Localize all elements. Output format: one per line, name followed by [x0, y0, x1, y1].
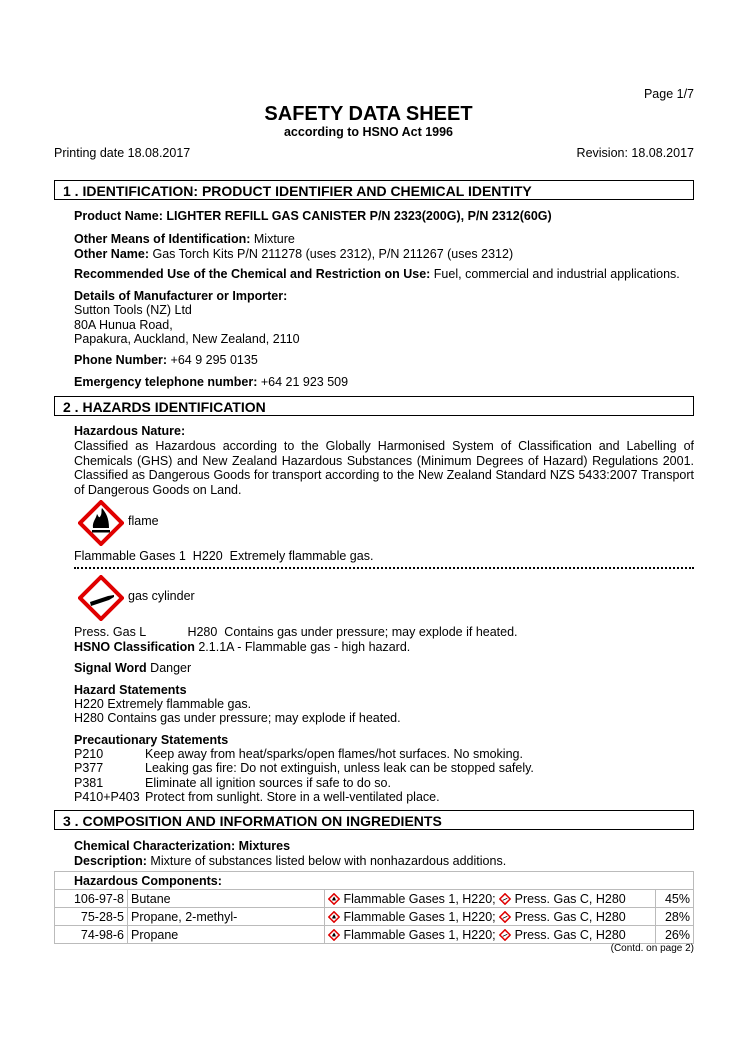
prec-code: P381: [74, 776, 104, 790]
flame-icon: [328, 929, 340, 941]
gas-cylinder-icon: [78, 575, 124, 621]
continued-note: (Contd. on page 2): [610, 943, 694, 954]
table-header-row: [55, 872, 694, 890]
chemical-characterization: Chemical Characterization: Mixtures: [74, 839, 291, 853]
phone-number: Phone Number: +64 9 295 0135: [74, 353, 258, 367]
gas-cylinder-icon: [499, 893, 511, 905]
component-name: Butane: [128, 890, 325, 908]
product-name: Product Name: LIGHTER REFILL GAS CANISTER P/N 2323(200G), P/N 2312(60G): [74, 209, 552, 223]
page-number: Page 1/7: [643, 87, 694, 101]
classification: Flammable Gases 1, H220; Press. Gas C, H280: [325, 926, 656, 944]
classification: Flammable Gases 1, H220; Press. Gas C, H280: [325, 890, 656, 908]
cas-number: 106-97-8: [55, 890, 128, 908]
manufacturer-label: Details of Manufacturer or Importer:: [74, 289, 288, 303]
percentage: 26%: [656, 926, 694, 944]
precautionary-label: Precautionary Statements: [74, 733, 229, 747]
flame-icon: [78, 500, 124, 546]
section-3-heading: 3 . COMPOSITION AND INFORMATION ON INGREDIENTS: [54, 810, 694, 830]
section-1-heading: 1 . IDENTIFICATION: PRODUCT IDENTIFIER AND CHEMICAL IDENTITY: [54, 180, 694, 200]
classification-text: Flammable Gases 1 H220 Extremely flammable gas.: [74, 549, 374, 563]
document-subtitle: according to HSNO Act 1996: [283, 125, 454, 139]
hazard-statement: H220 Extremely flammable gas.: [74, 697, 252, 711]
section-2-heading: 2 . HAZARDS IDENTIFICATION: [54, 396, 694, 416]
prec-code: P377: [74, 761, 104, 775]
flame-icon: [328, 911, 340, 923]
hazardous-nature-text: Classified as Hazardous according to the Globally Harmonised System of Classification and Labelling of Chemicals (GHS) and New Zealand Hazardous Substances (Minimum Degrees of Hazard) Regulations 2001. Classified as Dangerous Goods for transport according to the New Zealand Standard NZS 5433:2007 Transport of Dangerous Goods on Land.: [74, 439, 694, 497]
component-name: Propane: [128, 926, 325, 944]
manufacturer-line: Sutton Tools (NZ) Ltd: [74, 303, 192, 317]
table-header: Hazardous Components:: [55, 872, 694, 890]
table-row: [55, 890, 694, 908]
divider: [74, 567, 694, 569]
gas-cylinder-icon: [499, 929, 511, 941]
prec-text: Leaking gas fire: Do not extinguish, unless leak can be stopped safely.: [145, 761, 534, 775]
classification: Flammable Gases 1, H220; Press. Gas C, H280: [325, 908, 656, 926]
hazardous-nature-label: Hazardous Nature:: [74, 424, 186, 438]
other-name: Other Name: Gas Torch Kits P/N 211278 (uses 2312), P/N 211267 (uses 2312): [74, 247, 514, 261]
prec-text: Keep away from heat/sparks/open flames/hot surfaces. No smoking.: [145, 747, 523, 761]
document-title: SAFETY DATA SHEET: [264, 103, 473, 125]
hazard-statements-label: Hazard Statements: [74, 683, 187, 697]
hazardous-components-table: [54, 871, 694, 944]
pictogram-label: gas cylinder: [128, 589, 195, 603]
percentage: 28%: [656, 908, 694, 926]
manufacturer-line: 80A Hunua Road,: [74, 318, 173, 332]
hazard-statement: H280 Contains gas under pressure; may explode if heated.: [74, 711, 401, 725]
cas-number: 74-98-6: [55, 926, 128, 944]
prec-text: Protect from sunlight. Store in a well-ventilated place.: [145, 790, 440, 804]
gas-cylinder-icon: [499, 911, 511, 923]
prec-code: P210: [74, 747, 104, 761]
recommended-use: Recommended Use of the Chemical and Restriction on Use: Fuel, commercial and industrial applications.: [74, 267, 680, 281]
table-row: [55, 908, 694, 926]
prec-code: P410+P403: [74, 790, 140, 804]
cas-number: 75-28-5: [55, 908, 128, 926]
signal-word: Signal Word Danger: [74, 661, 192, 675]
percentage: 45%: [656, 890, 694, 908]
table-row: [55, 926, 694, 944]
manufacturer-line: Papakura, Auckland, New Zealand, 2110: [74, 332, 300, 346]
pictogram-label: flame: [128, 514, 159, 528]
hsno-classification: HSNO Classification 2.1.1A - Flammable gas - high hazard.: [74, 640, 411, 654]
description: Description: Mixture of substances listed below with nonhazardous additions.: [74, 854, 507, 868]
emergency-number: Emergency telephone number: +64 21 923 509: [74, 375, 349, 389]
other-means: Other Means of Identification: Mixture: [74, 232, 295, 246]
classification-text: Press. Gas L H280 Contains gas under pressure; may explode if heated.: [74, 625, 518, 639]
printing-date: Printing date 18.08.2017: [54, 146, 191, 160]
flame-icon: [328, 893, 340, 905]
component-name: Propane, 2-methyl-: [128, 908, 325, 926]
prec-text: Eliminate all ignition sources if safe to do so.: [145, 776, 391, 790]
revision-date: Revision: 18.08.2017: [576, 146, 694, 160]
